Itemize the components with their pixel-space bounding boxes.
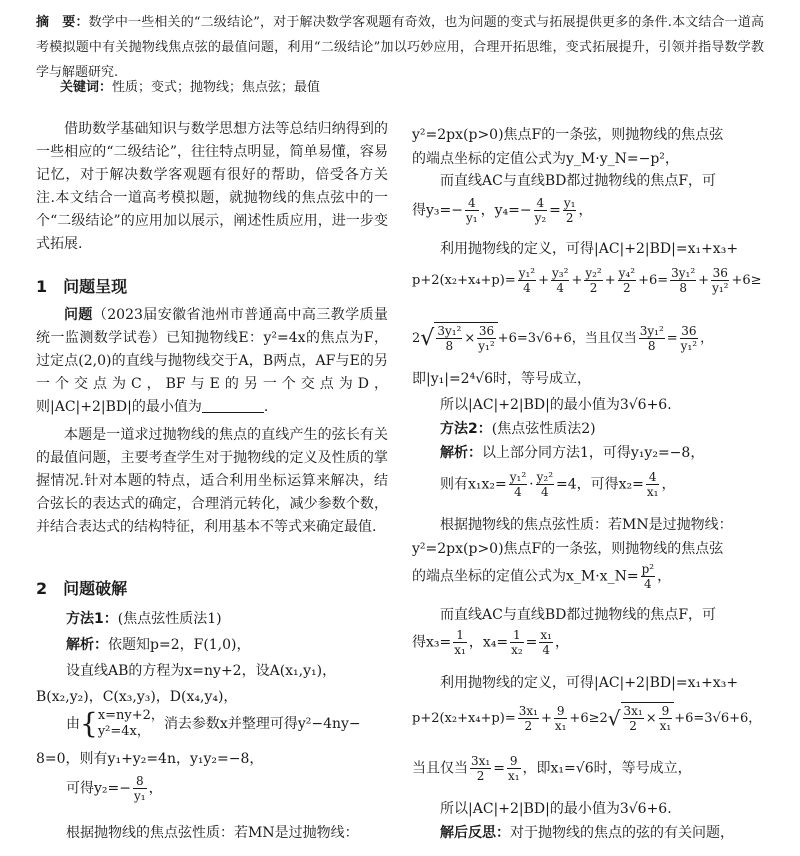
line-text: ， (148, 780, 163, 797)
right-line-8: 即|y₁|=2⁴√6时，等号成立， (412, 371, 592, 387)
denominator: x₁ (554, 719, 567, 733)
line-text: 由 (66, 716, 80, 732)
fraction (554, 704, 568, 733)
line-text: ， (554, 634, 569, 651)
fraction (518, 266, 536, 295)
denominator: x₁ (454, 643, 466, 657)
numerator: 9 (509, 754, 518, 768)
right-line-4 (412, 196, 592, 225)
denominator: x₂ (511, 643, 523, 657)
line-text: = (493, 760, 505, 777)
line-text: 依题知p=2，F(1,0)， (108, 637, 251, 653)
abstract (36, 10, 764, 85)
denominator: 2 (623, 718, 644, 733)
problem-block (36, 304, 388, 419)
numerator: y₃² (552, 266, 569, 280)
denominator: y₁ (465, 211, 478, 225)
fraction (659, 704, 673, 733)
denominator: 2 (563, 210, 577, 225)
section-1-heading: 1 问题呈现 (36, 277, 128, 296)
problem-text: （2023届安徽省池州市普通高中高三教学质量统一监测数学试卷）已知抛物线E：y²=4x的焦点为F，过定点(2,0)的直线与抛物线交于A，B两点，AF与E的另一个交点为C，BF与E的另一个交点为D，则|AC|+2|BD|的最小值为 (36, 307, 388, 415)
denominator: y₂ (534, 211, 547, 225)
fraction (518, 704, 539, 733)
right-line-7 (412, 322, 713, 353)
right-line-19 (412, 754, 692, 783)
abstract-label: 摘 要： (36, 15, 89, 30)
numerator: 8 (135, 774, 144, 788)
numerator: y₂² (536, 470, 554, 484)
numerator: 3y₁² (639, 324, 664, 338)
method1-line-1 (66, 634, 251, 654)
solution-label: 解析： (440, 445, 482, 461)
denominator: x₁ (659, 719, 672, 733)
line-text: =4，可得x₂= (556, 476, 644, 493)
answer-blank (202, 412, 264, 413)
line-text: = (525, 634, 538, 651)
fraction (641, 562, 656, 591)
denominator: 4 (518, 280, 536, 295)
fraction (510, 628, 524, 657)
numerator: 3x₁ (518, 704, 538, 718)
method1-label: 方法1： (66, 611, 118, 627)
problem-label: 问题 (64, 307, 93, 323)
fraction (509, 470, 527, 499)
right-line-17: 利用抛物线的定义，可得|AC|+2|BD|=x₁+x₃+ (440, 675, 739, 691)
denominator: 8 (670, 280, 696, 295)
right-line-3: 而直线AC与直线BD都过抛物线的焦点F，可 (440, 173, 717, 189)
analysis-paragraph: 本题是一道求过抛物线的焦点的直线产生的弦长有关的最值问题，主要考查学生对于抛物线的定义及性质的掌握情况.针对本题的特点，适合利用坐标运算来解决，结合弦长的表达式的确定，合理消元转化，减少参数个数，并结合表达式的结构特征，利用基本不等式来确定最值. (36, 427, 388, 535)
problem-paragraph (36, 304, 388, 419)
fraction (477, 324, 495, 353)
denominator: y₁² (712, 281, 729, 295)
line-text: = (666, 331, 678, 346)
numerator: 3x₁ (623, 704, 643, 718)
method1-line-6 (66, 774, 163, 803)
solution-label: 解析： (66, 637, 108, 653)
line-text: ， (657, 568, 672, 585)
denominator: 4 (509, 484, 527, 499)
left-column (36, 118, 388, 256)
line-text: 的端点坐标的定值公式为x_M·x_N= (412, 568, 639, 585)
numerator: 3x₁ (471, 754, 491, 768)
keywords-label: 关键词： (60, 80, 113, 95)
fraction (470, 754, 491, 783)
line-text: ，y₄=− (480, 202, 532, 219)
numerator: y₂² (585, 266, 602, 280)
numerator: y₄² (618, 266, 636, 280)
line-text: 以上部分同方法1，可得y₁y₂=−8， (482, 445, 705, 461)
line-text: 得x₃= (412, 634, 452, 651)
numerator: p² (641, 562, 655, 576)
fraction (551, 266, 569, 295)
intro-paragraph: 借助数学基础知识与数学思想方法等总结归纳得到的一些相应的“二级结论”，往往特点明显，简单易懂，容易记忆，对于解决数学客观题有很好的帮助，倍受各方关注.本文结合一道高考模拟题，就抛物线的焦点弦中的一个“二级结论”的应用加以展示，阐述性质应用，进一步变式拓展. (36, 121, 388, 252)
method2-title: (焦点弦性质法2) (491, 421, 596, 437)
method1-line-3: B(x₂,y₂)，C(x₃,y₃)，D(x₄,y₄)， (36, 689, 238, 705)
right-line-20: 所以|AC|+2|BD|的最小值为3√6+6. (440, 801, 672, 817)
line-text: = (549, 202, 561, 219)
analysis-block (36, 424, 388, 539)
right-line-16 (412, 628, 569, 657)
denominator: y₁ (133, 789, 146, 803)
equation-system (98, 708, 164, 740)
line-text: 消去参数x并整理可得y²−4ny− (163, 716, 361, 732)
system-eq-2: y²=4x， (97, 724, 150, 739)
method2-heading (440, 418, 596, 438)
numerator: y₁² (509, 470, 527, 484)
line-text: 则有x₁x₂= (440, 476, 507, 493)
method2-label: 方法2： (440, 421, 492, 437)
fraction (670, 266, 696, 295)
numerator: 9 (661, 704, 670, 718)
system-eq-1: x=ny+2， (97, 708, 164, 723)
right-line-12: 根据抛物线的焦点弦性质：若MN是过抛物线： (440, 517, 733, 533)
denominator: 4 (551, 280, 569, 295)
keywords (60, 76, 320, 95)
denominator: 8 (436, 338, 462, 353)
fraction (133, 774, 147, 803)
radical-sign: √ (420, 326, 435, 351)
method1-line-2: 设直线AB的方程为x=ny+2，设A(x₁,y₁)， (66, 663, 337, 679)
numerator: 1 (456, 628, 464, 642)
line-text: 2 (412, 331, 421, 346)
line-text: ， (578, 202, 593, 219)
line-text: p+2(x₂+x₄+p)= (412, 711, 516, 726)
fraction (536, 470, 554, 499)
method1-title: (焦点弦性质法1) (117, 611, 222, 627)
numerator: 3y₁² (671, 266, 696, 280)
fraction (465, 196, 479, 225)
line-text: +6≥ (731, 273, 762, 288)
line-text: p+2(x₂+x₄+p)= (412, 273, 516, 288)
right-line-6: p+2(x₂+x₄+p)= $\frac{\text{y₁²}}{4}$ + $\frac{\text{y₃²}}{4}$ + $\frac{\text{y₂²}}{2}$ + $\frac{\text{y₄²}}{2}$ +6= $\frac{\text{3y₁²}}{8}$ + $\frac{36}{\text{y₁²}}$ +6≥ (412, 266, 762, 295)
denominator: y₁² (478, 339, 495, 353)
fraction (436, 324, 462, 353)
line-text: 得y₃=− (412, 202, 463, 219)
line-text: +6=3√6+6，当且仅当 (497, 331, 637, 346)
right-line-15: 而直线AC与直线BD都过抛物线的焦点F，可 (440, 607, 717, 623)
fraction (680, 324, 698, 353)
method1-line-4 (66, 708, 361, 740)
right-line-9: 所以|AC|+2|BD|的最小值为3√6+6. (440, 397, 672, 413)
line-text: ， (700, 331, 714, 346)
fraction (507, 754, 521, 783)
line-text: +6≥2 (569, 711, 608, 726)
line-text: ，即x₁=√6时，等号成立， (522, 760, 692, 777)
line-text: +6= (638, 273, 669, 288)
radical-sign: √ (607, 706, 621, 731)
fraction (623, 704, 644, 733)
denominator: y₁² (680, 339, 698, 353)
denominator: 4 (539, 642, 553, 657)
line-text: 当且仅当 (412, 760, 468, 777)
radicand: $\frac{\text{3y₁²}}{8}$ × $\frac{36}{\text{y₁²}}$ (434, 322, 497, 353)
method1-heading (66, 608, 222, 628)
numerator: 36 (478, 324, 495, 338)
fraction (618, 266, 636, 295)
right-line-2: 的端点坐标的定值公式为y_M·y_N=−p²， (412, 151, 679, 167)
fraction (539, 628, 553, 657)
denominator: 4 (536, 484, 554, 499)
fraction (453, 628, 467, 657)
radicand: $\frac{\text{3x₁}}{2}$ × $\frac{9}{\text{x₁}}$ (621, 702, 675, 733)
line-text: ，x₄= (468, 634, 509, 651)
numerator: x₁ (540, 628, 552, 642)
keywords-text: 性质；变式；抛物线；焦点弦；最值 (112, 80, 321, 95)
fraction (563, 196, 577, 225)
numerator: y₁² (518, 266, 536, 280)
line-text: ， (661, 476, 676, 493)
denominator: 2 (584, 280, 602, 295)
denominator: x₁ (507, 769, 520, 783)
numerator: 1 (513, 628, 521, 642)
right-line-18: p+2(x₂+x₄+p)= $\frac{\text{3x₁}}{2}$ + $\frac{9}{\text{x₁}}$ +6≥2√ $\frac{\text{3x₁}}{2}$ × $\frac{9}{\text{x₁}}$ +6=3√6+6， (412, 704, 762, 733)
fraction (646, 470, 660, 499)
brace-glyph: { (80, 707, 98, 740)
method1-line-5: 8=0，则有y₁+y₂=4n，y₁y₂=−8， (36, 751, 264, 767)
line-text: +6=3√6+6， (674, 711, 762, 726)
denominator: 2 (470, 768, 491, 783)
method1-line-7: 根据抛物线的焦点弦性质：若MN是过抛物线： (66, 825, 359, 841)
denominator: 2 (518, 718, 539, 733)
reflection-label: 解后反思： (440, 825, 510, 841)
numerator: 4 (467, 196, 476, 210)
denominator: 2 (618, 280, 636, 295)
fraction (584, 266, 602, 295)
line-text: 可得y₂=− (66, 780, 131, 797)
problem-end: . (263, 399, 269, 415)
section-2-heading: 2 问题破解 (36, 579, 128, 598)
numerator: 4 (648, 470, 657, 484)
numerator: 36 (681, 324, 697, 338)
right-line-13: y²=2px(p>0)焦点F的一条弦，则抛物线的焦点弦 (412, 541, 724, 557)
fraction (711, 266, 729, 295)
denominator: 8 (639, 338, 665, 353)
right-line-11: 则有x₁x₂= $\frac{\text{y₁²}}{4}$ · $\frac{\text{y₂²}}{4}$ =4，可得x₂= $\frac{4}{\text{x₁}}$ ， (440, 470, 676, 499)
denominator: 4 (641, 576, 656, 591)
numerator: 9 (556, 704, 565, 718)
right-line-1: y²=2px(p>0)焦点F的一条弦，则抛物线的焦点弦 (412, 127, 724, 143)
numerator: 36 (712, 266, 728, 280)
numerator: y₁ (563, 196, 576, 210)
reflection-text: 对于抛物线的焦点的弦的有关问题， (510, 825, 734, 841)
right-line-10 (440, 442, 704, 462)
fraction (534, 196, 548, 225)
reflection-line (440, 822, 734, 842)
numerator: 4 (536, 196, 545, 210)
abstract-text: 数学中一些相关的“二级结论”，对于解决数学客观题有奇效，也为问题的变式与拓展提供更多的条件.本文结合一道高考模拟题中有关抛物线焦点弦的最值问题，利用“二级结论”加以巧妙应用，合理开拓思维，变式拓展提升，引领并指导数学教学与解题研究. (36, 15, 764, 80)
right-line-5: 利用抛物线的定义，可得|AC|+2|BD|=x₁+x₃+ (440, 241, 739, 257)
right-line-14 (412, 562, 671, 591)
denominator: x₁ (646, 485, 659, 499)
fraction (639, 324, 665, 353)
numerator: 3y₁² (437, 324, 462, 338)
